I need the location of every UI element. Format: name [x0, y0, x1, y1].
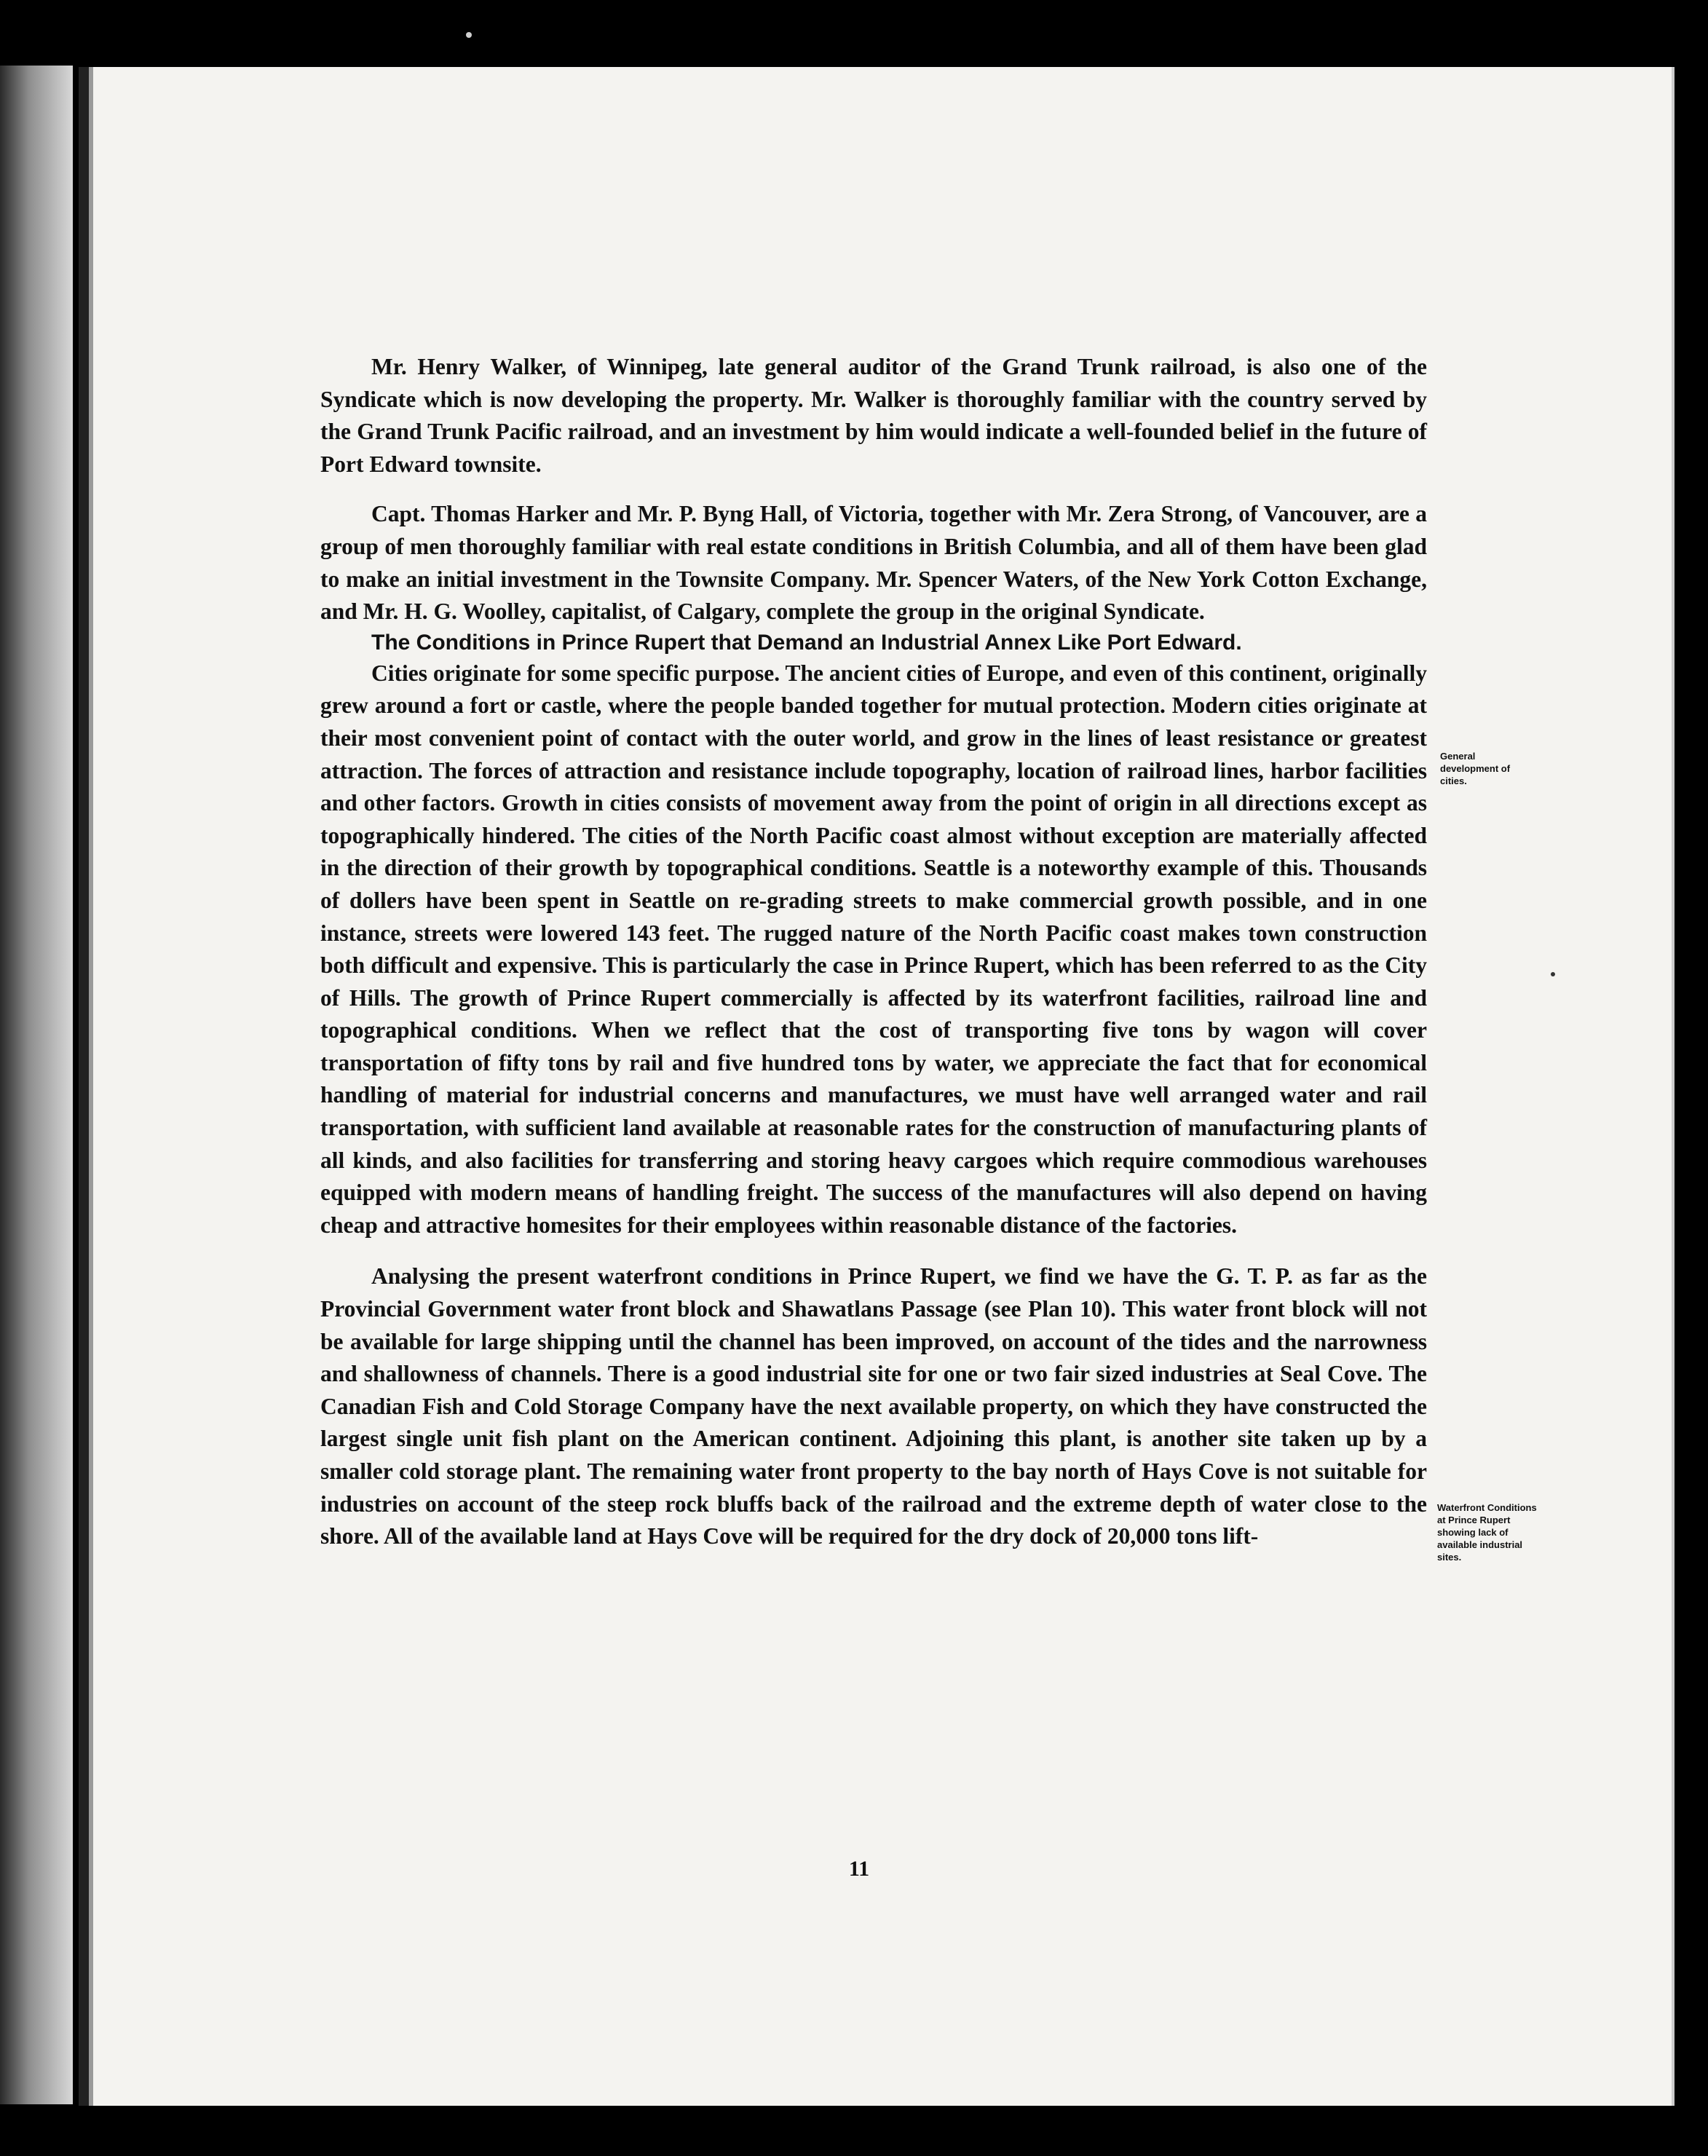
margin-note-general-development: General development of cities. — [1440, 751, 1511, 786]
scan-speck — [1551, 972, 1555, 976]
page-binding-shadow — [79, 67, 89, 2106]
paragraph-cities-originate: Cities originate for some specific purpose. The ancient cities of Europe, and even of this continent, originally grew around a fort or castle, where the people banded together for mutual protection. Modern cities originate at their most convenient point of contact with the outer world, and grow in the lines of least resistance or greatest attraction. The forces of attraction and resistance include topography, location of railroad lines, harbor facilities and other factors. Growth in cities consists of movement away from the point of origin in all directions except as topographically hindered. The cities of the North Pacific coast almost without exception are materially affected in the direction of their growth by topographical conditions. Seattle is a noteworthy example of this. Thousands of dollers have been spent in Seattle on re-grading streets to make commercial growth possible, and in one instance, streets were lowered 143 feet. The rugged nature of the North Pacific coast makes town construction both difficult and expensive. This is particularly the case in Prince Rupert, which has been referred to as the City of Hills. The growth of Prince Rupert commercially is affected by its waterfront facilities, railroad line and topographical conditions. When we reflect that the cost of transporting five tons by wagon will cover transportation of fifty tons by rail and five hundred tons by water, we appreciate the fact that for economical handling of material for industrial concerns and manufactures, we must have well arranged water and rail transportation, with sufficient land available at reasonable rates for the construction of manufacturing plants of all kinds, and also facilities for transferring and storing heavy cargoes which require commodious warehouses equipped with modern means of handling freight. The success of the manufactures will also depend on having cheap and attractive homesites for their employees within reasonable distance of the factories. — [320, 660, 1427, 1238]
margin-note-waterfront-conditions: Waterfront Conditions at Prince Rupert showing lack of available industrial sites. — [1437, 1502, 1537, 1563]
paragraph-waterfront-conditions: Analysing the present waterfront conditions in Prince Rupert, we find we have the G. T. P. as far as the Provincial Government water front block and Shawatlans Passage (see Plan 10). This water front block will not be available for large shipping until the channel has been improved, on account of the tides and the narrowness and shallowness of channels. There is a good industrial site for one or two fair sized industries at Seal Cove. The Canadian Fish and Cold Storage Company have the next available property, on which they have constructed the largest single unit fish plant on the American continent. Adjoining this plant, is another site taken up by a smaller cold storage plant. The remaining water front property to the bay north of Hays Cove is not suitable for industries on account of the steep rock bluffs back of the railroad and the extreme depth of water close to the shore. All of the available land at Hays Cove will be required for the dry dock of 20,000 tons lift- — [320, 1263, 1427, 1549]
body-text — [320, 351, 1427, 1553]
adjacent-page-edge — [0, 66, 73, 2104]
scan-speck — [466, 32, 472, 38]
section-heading: The Conditions in Prince Rupert that Demand an Industrial Annex Like Port Edward. — [371, 630, 1242, 655]
paragraph-syndicate-group: Capt. Thomas Harker and Mr. P. Byng Hall, of Victoria, together with Mr. Zera Strong, of Vancouver, are a group of men thoroughly familiar with real estate conditions in British Columbia, and all of them have been glad to make an initial investment in the Townsite Company. Mr. Spencer Waters, of the New York Cotton Exchange, and Mr. H. G. Woolley, capitalist, of Calgary, complete the group in the original Syndicate. — [320, 501, 1427, 625]
page-number: 11 — [848, 1857, 870, 1881]
paragraph-henry-walker: Mr. Henry Walker, of Winnipeg, late general auditor of the Grand Trunk railroad, is also one of the Syndicate which is now developing the property. Mr. Walker is thoroughly familiar with the country served by the Grand Trunk Pacific railroad, and an investment by him would indicate a well-founded belief in the future of Port Edward townsite. — [320, 354, 1427, 477]
